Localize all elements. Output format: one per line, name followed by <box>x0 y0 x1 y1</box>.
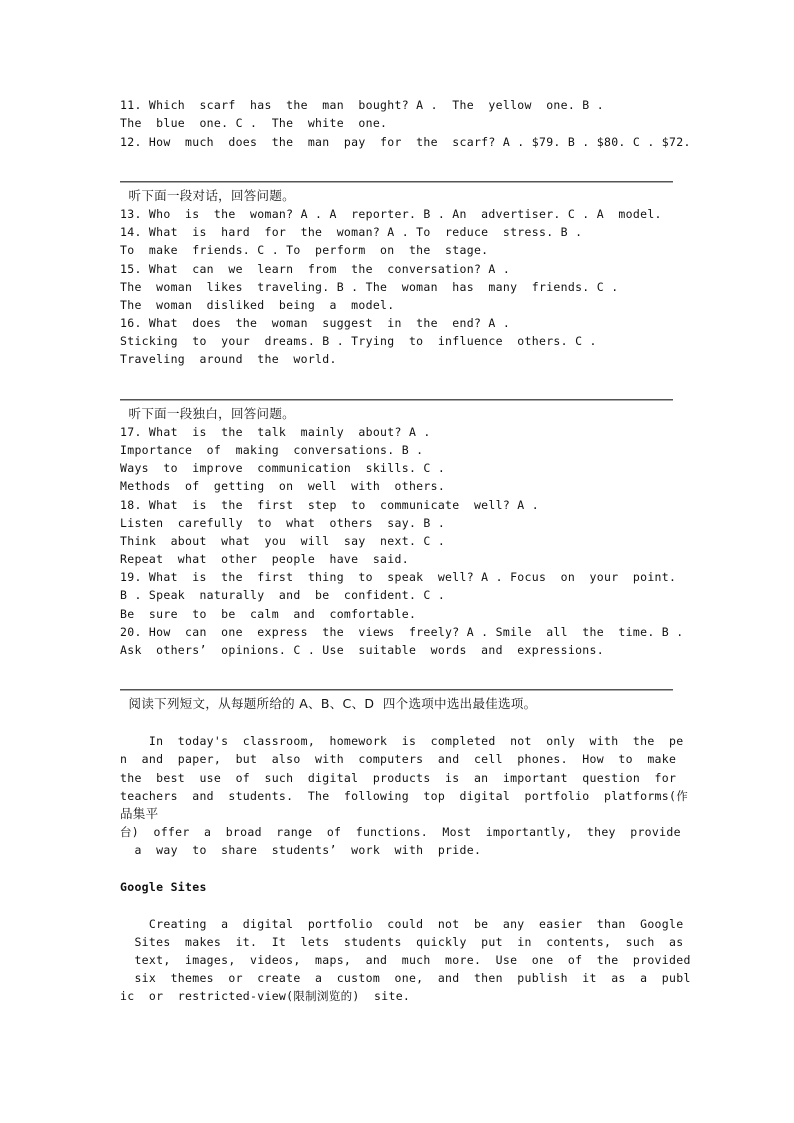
subheading-google-sites: Google Sites <box>120 880 207 894</box>
section3-line: Ways to improve communication skills. C . <box>120 461 446 475</box>
paragraph1-line: 台) offer a broad range of functions. Most importantly, they provide <box>120 825 681 839</box>
section3-line: Listen carefully to what others say. B . <box>120 516 446 530</box>
section3-line: Methods of getting on well with others. <box>120 479 446 493</box>
section2-line: To make friends. C . To perform on the stage. <box>120 243 489 257</box>
paragraph2-line: Creating a digital portfolio could not be any easier than Google <box>120 917 684 931</box>
section-divider <box>120 181 673 183</box>
paragraph2-line: ic or restricted-view(限制浏览的) site. <box>120 989 411 1003</box>
question-12-line: 12. How much does the man pay for the scarf? A . $79. B . $80. C . $72. <box>120 135 691 149</box>
section3-line: Think about what you will say next. C . <box>120 534 446 548</box>
question-11-line-2: The blue one. C . The white one. <box>120 116 388 130</box>
section4-instruction: 阅读下列短文，从每题所给的 A、B、C、D 四个选项中选出最佳选项。 <box>120 696 537 711</box>
section-divider <box>120 689 673 691</box>
section3-line: B . Speak naturally and be confident. C . <box>120 588 446 602</box>
section3-line: 19. What is the first thing to speak well? A . Focus on your point. <box>120 570 677 584</box>
section3-line: 17. What is the talk mainly about? A . <box>120 425 431 439</box>
paragraph1-line: 品集平 <box>120 806 159 821</box>
paragraph1-line: teachers and students. The following top digital portfolio platforms(作 <box>120 789 689 803</box>
section3-line: Be sure to be calm and comfortable. <box>120 607 417 621</box>
question-11-line-1: 11. Which scarf has the man bought? A . The yellow one. B . <box>120 98 604 112</box>
section2-line: 13. Who is the woman? A . A reporter. B . An advertiser. C . A model. <box>120 207 662 221</box>
paragraph1-line: the best use of such digital products is an important question for <box>120 771 677 785</box>
section-divider <box>120 399 673 401</box>
section2-line: 15. What can we learn from the conversation? A . <box>120 262 511 276</box>
paragraph1-line: In today's classroom, homework is completed not only with the pe <box>120 734 684 748</box>
section3-line: 18. What is the first step to communicate well? A . <box>120 498 539 512</box>
section2-instruction: 听下面一段对话，回答问题。 <box>120 188 295 203</box>
section3-line: Importance of making conversations. B . <box>120 443 424 457</box>
section2-line: The woman likes traveling. B . The woman has many friends. C . <box>120 280 619 294</box>
paragraph1-line: a way to share students’ work with pride. <box>120 843 482 857</box>
section3-instruction: 听下面一段独白，回答问题。 <box>120 406 295 421</box>
section2-line: Sticking to your dreams. B . Trying to influence others. C . <box>120 334 597 348</box>
section2-line: 14. What is hard for the woman? A . To reduce stress. B . <box>120 225 583 239</box>
section2-line: The woman disliked being a model. <box>120 298 395 312</box>
paragraph2-line: text, images, videos, maps, and much more. Use one of the provided <box>120 953 691 967</box>
section2-line: Traveling around the world. <box>120 352 337 366</box>
paragraph1-line: n and paper, but also with computers and cell phones. How to make <box>120 752 677 766</box>
section3-line: Repeat what other people have said. <box>120 552 409 566</box>
paragraph2-line: Sites makes it. It lets students quickly put in contents, such as <box>120 935 684 949</box>
section3-line: Ask others’ opinions. C . Use suitable words and expressions. <box>120 643 604 657</box>
section3-line: 20. How can one express the views freely? A . Smile all the time. B . <box>120 625 684 639</box>
section2-line: 16. What does the woman suggest in the end? A . <box>120 316 511 330</box>
paragraph2-line: six themes or create a custom one, and then publish it as a publ <box>120 971 691 985</box>
